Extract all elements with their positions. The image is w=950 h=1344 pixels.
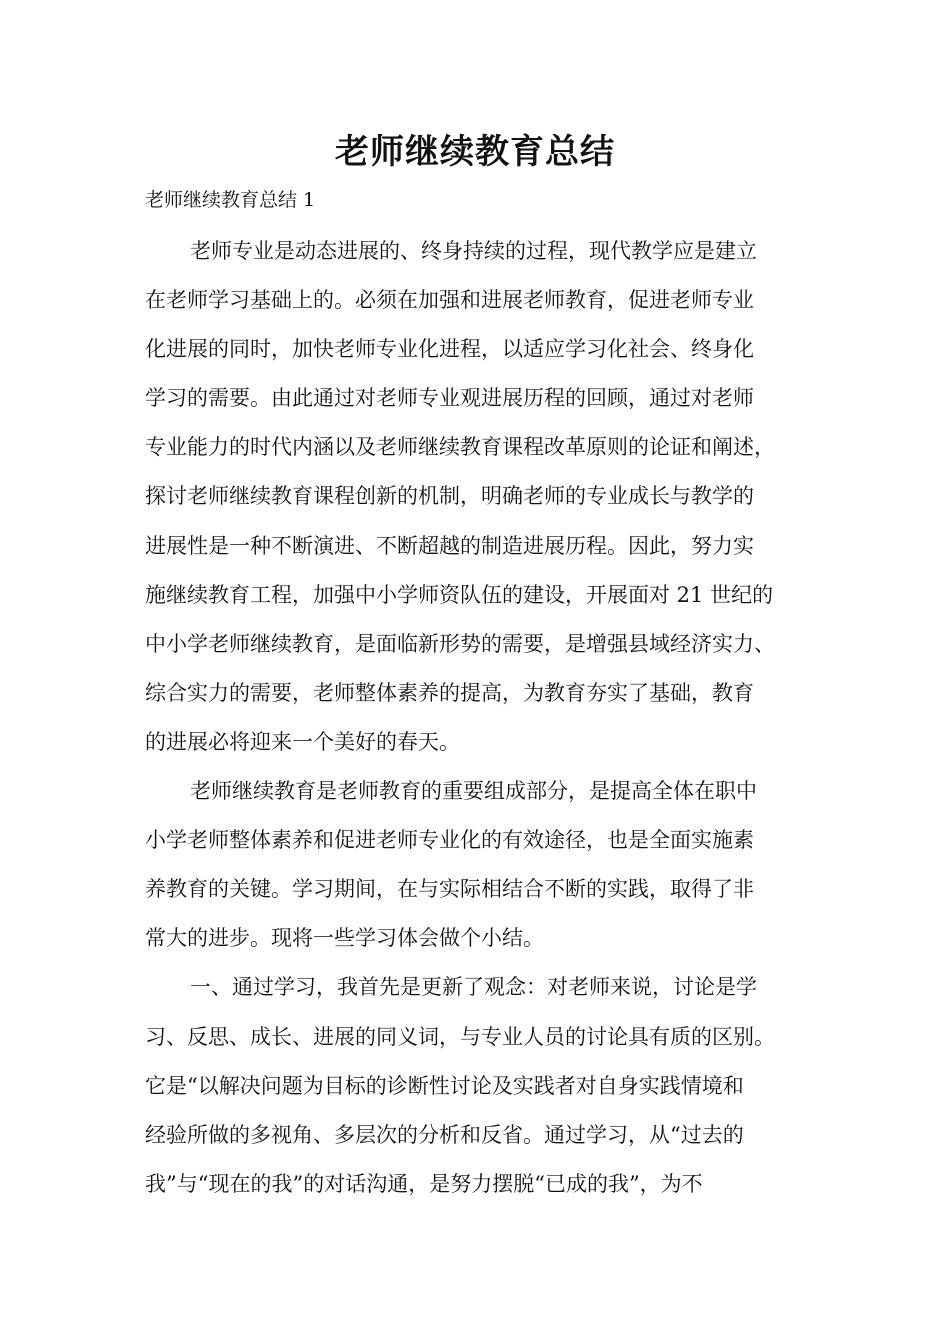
paragraph-line: 我”与“现在的我”的对话沟通，是努力摆脱“已成的我”，为不 <box>145 1171 703 1196</box>
document-body <box>145 233 827 1215</box>
paragraph <box>145 773 827 969</box>
paragraph-line: 在老师学习基础上的。必须在加强和进展老师教育，促进老师专业 <box>145 288 754 313</box>
paragraph-line: 小学老师整体素养和促进老师专业化的有效途径，也是全面实施素 <box>145 828 754 853</box>
paragraph-line: 习、反思、成长、进展的同义词，与专业人员的讨论具有质的区别。 <box>145 1024 775 1049</box>
paragraph-line: 施继续教育工程，加强中小学师资队伍的建设，开展面对 21 世纪的 <box>145 582 774 607</box>
paragraph-line: 综合实力的需要，老师整体素养的提高，为教育夯实了基础，教育 <box>145 680 754 705</box>
paragraph-line: 老师继续教育是老师教育的重要组成部分，是提高全体在职中 <box>190 779 757 804</box>
paragraph-line: 老师专业是动态进展的、终身持续的过程，现代教学应是建立 <box>190 239 757 263</box>
paragraph-line: 它是“以解决问题为目标的诊断性讨论及实践者对自身实践情境和 <box>145 1073 744 1098</box>
paragraph-line: 探讨老师继续教育课程创新的机制，明确老师的专业成长与教学的 <box>145 484 754 509</box>
paragraph-line: 养教育的关键。学习期间，在与实际相结合不断的实践，取得了非 <box>145 877 754 902</box>
paragraph <box>145 969 827 1214</box>
paragraph-line: 一、通过学习，我首先是更新了观念：对老师来说，讨论是学 <box>190 975 757 1000</box>
section-heading: 老师继续教育总结 1 <box>145 189 316 211</box>
paragraph <box>145 233 827 773</box>
paragraph-line: 中小学老师继续教育，是面临新形势的需要，是增强县域经济实力、 <box>145 631 775 656</box>
document-title: 老师继续教育总结 <box>335 132 615 172</box>
paragraph-line: 进展性是一种不断演进、不断超越的制造进展历程。因此，努力实 <box>145 533 754 558</box>
paragraph-line: 专业能力的时代内涵以及老师继续教育课程改革原则的论证和阐述， <box>145 435 775 460</box>
paragraph-line: 经验所做的多视角、多层次的分析和反省。通过学习，从“过去的 <box>145 1122 744 1147</box>
paragraph-line: 的进展必将迎来一个美好的春天。 <box>145 729 460 754</box>
paragraph-line: 化进展的同时，加快老师专业化进程，以适应学习化社会、终身化 <box>145 337 754 362</box>
paragraph-line: 常大的进步。现将一些学习体会做个小结。 <box>145 926 544 951</box>
paragraph-line: 学习的需要。由此通过对老师专业观进展历程的回顾，通过对老师 <box>145 386 754 411</box>
